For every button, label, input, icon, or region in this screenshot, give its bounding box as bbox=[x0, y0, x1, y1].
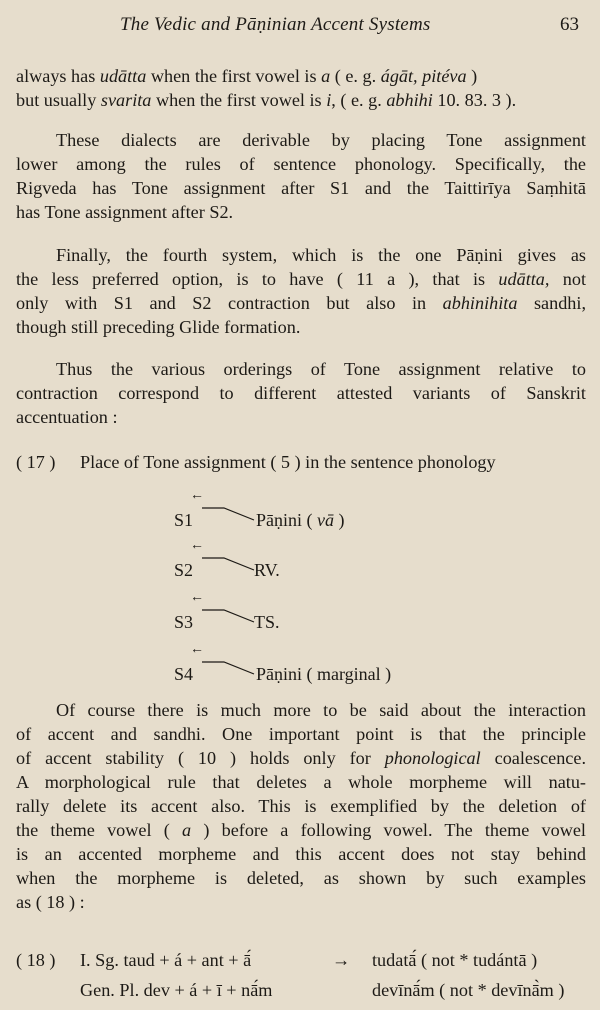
stage-target: TS. bbox=[254, 612, 280, 632]
stage-target bbox=[256, 510, 345, 531]
paragraph-orderings bbox=[16, 357, 586, 429]
text-line: has Tone assignment after S2. bbox=[16, 202, 234, 222]
connector-line bbox=[196, 658, 258, 678]
tone-assignment-diagram bbox=[170, 488, 490, 688]
derivation-output: tudatā́ ( not * tudántā ) bbox=[372, 950, 538, 970]
text-run: ( e. g. bbox=[330, 66, 381, 86]
target-text: ) bbox=[334, 510, 345, 530]
text-line: A morphological rule that deletes a whole morpheme will natu- bbox=[16, 772, 586, 792]
text-line bbox=[16, 267, 586, 291]
italic-example: ágāt, pitéva bbox=[380, 66, 467, 86]
text-line: These dialects are derivable by placing Tone assignment bbox=[56, 130, 586, 150]
text-line: accentuation : bbox=[16, 407, 118, 427]
connector-line bbox=[196, 606, 258, 626]
derivation-input: I. Sg. taud + á + ant + ā́ bbox=[80, 950, 252, 970]
text-line: rally delete its accent also. This is exemplified by the deletion of bbox=[16, 796, 586, 816]
text-line bbox=[16, 818, 586, 842]
text-line: though still preceding Glide formation. bbox=[16, 317, 301, 337]
italic-term: i bbox=[326, 90, 332, 110]
text-run: always has bbox=[16, 66, 100, 86]
example-17-heading bbox=[16, 452, 496, 473]
page-header bbox=[0, 12, 600, 40]
text-line: Of course there is much more to be said about the interaction bbox=[56, 700, 586, 720]
paragraph-accent-sandhi bbox=[16, 698, 586, 914]
paragraph-dialects bbox=[16, 128, 586, 224]
text-run: ) bbox=[466, 66, 478, 86]
text-line bbox=[16, 88, 586, 112]
paragraph-continuation bbox=[16, 64, 586, 112]
italic-term: a bbox=[182, 820, 192, 840]
italic-term: udātta, bbox=[498, 269, 550, 289]
connector-line bbox=[196, 554, 258, 574]
diagram-row-s4 bbox=[170, 642, 490, 682]
text-line: when the morpheme is deleted, as shown by such examples bbox=[16, 868, 586, 888]
example-number: ( 17 ) bbox=[16, 452, 56, 472]
derivation-output: devīnā́m ( not * devīnā̀m ) bbox=[372, 980, 565, 1000]
stage-target: RV. bbox=[254, 560, 280, 580]
text-line: lower among the rules of sentence phonology. Specifically, the bbox=[16, 154, 586, 174]
text-run: the theme vowel ( bbox=[16, 820, 183, 840]
left-arrow-icon: ← bbox=[190, 488, 204, 503]
text-run: sandhi, bbox=[517, 293, 586, 313]
text-line bbox=[16, 746, 586, 770]
text-line: as ( 18 ) : bbox=[16, 892, 85, 912]
text-line: contraction correspond to different attested variants of Sanskrit bbox=[16, 383, 586, 403]
stage-target: Pāṇini ( marginal ) bbox=[256, 664, 392, 684]
example-number: ( 18 ) bbox=[16, 950, 56, 970]
diagram-row-s3 bbox=[170, 590, 490, 630]
text-run: when the first vowel is bbox=[146, 66, 322, 86]
italic-term: phonological bbox=[384, 748, 481, 768]
text-run: when the first vowel is bbox=[151, 90, 327, 110]
text-line: Rigveda has Tone assignment after S1 and the Taittirīya Saṃhitā bbox=[16, 178, 586, 198]
text-line: is an accented morpheme and this accent does not stay behind bbox=[16, 844, 586, 864]
page-number: 63 bbox=[560, 14, 579, 35]
italic-term: abhinihita bbox=[442, 293, 518, 313]
target-text: Pāṇini ( bbox=[256, 510, 317, 530]
target-italic: vā bbox=[317, 510, 334, 530]
text-line: of accent and sandhi. One important point is that the principle bbox=[16, 724, 586, 744]
left-arrow-icon: ← bbox=[190, 538, 204, 553]
text-line: Thus the various orderings of Tone assignment relative to bbox=[56, 359, 586, 379]
text-run: but usually bbox=[16, 90, 101, 110]
stage-label: S1 bbox=[174, 510, 194, 530]
connector-line bbox=[196, 504, 258, 524]
left-arrow-icon: ← bbox=[190, 642, 204, 657]
left-arrow-icon: ← bbox=[190, 590, 204, 605]
text-run: coalescence. bbox=[480, 748, 586, 768]
text-run: the less preferred option, is to have ( 11 a ), that is bbox=[16, 269, 499, 289]
italic-term: a bbox=[321, 66, 331, 86]
diagram-row-s1 bbox=[170, 488, 490, 528]
text-run: 10. 83. 3 ). bbox=[432, 90, 517, 110]
stage-label: S4 bbox=[174, 664, 194, 684]
text-run: not bbox=[549, 269, 587, 289]
derivation-input: Gen. Pl. dev + á + ī + nā́m bbox=[80, 980, 273, 1000]
paragraph-fourth-system bbox=[16, 243, 586, 339]
text-line: Finally, the fourth system, which is the one Pāṇini gives as bbox=[56, 245, 586, 265]
text-run: ) before a following vowel. The theme vowel bbox=[191, 820, 586, 840]
text-run: only with S1 and S2 contraction but also in bbox=[16, 293, 443, 313]
example-caption: Place of Tone assignment ( 5 ) in the sentence phonology bbox=[80, 452, 496, 472]
text-run: , ( e. g. bbox=[331, 90, 387, 110]
italic-term: udātta bbox=[99, 66, 147, 86]
text-line bbox=[16, 64, 586, 88]
running-head: The Vedic and Pāṇinian Accent Systems bbox=[120, 14, 431, 35]
text-line bbox=[16, 291, 586, 315]
italic-example: abhihi bbox=[386, 90, 433, 110]
right-arrow-icon: → bbox=[332, 950, 351, 970]
stage-label: S2 bbox=[174, 560, 194, 580]
italic-term: svarita bbox=[100, 90, 152, 110]
text-run: of accent stability ( 10 ) holds only for bbox=[16, 748, 385, 768]
stage-label: S3 bbox=[174, 612, 194, 632]
diagram-row-s2 bbox=[170, 538, 490, 578]
